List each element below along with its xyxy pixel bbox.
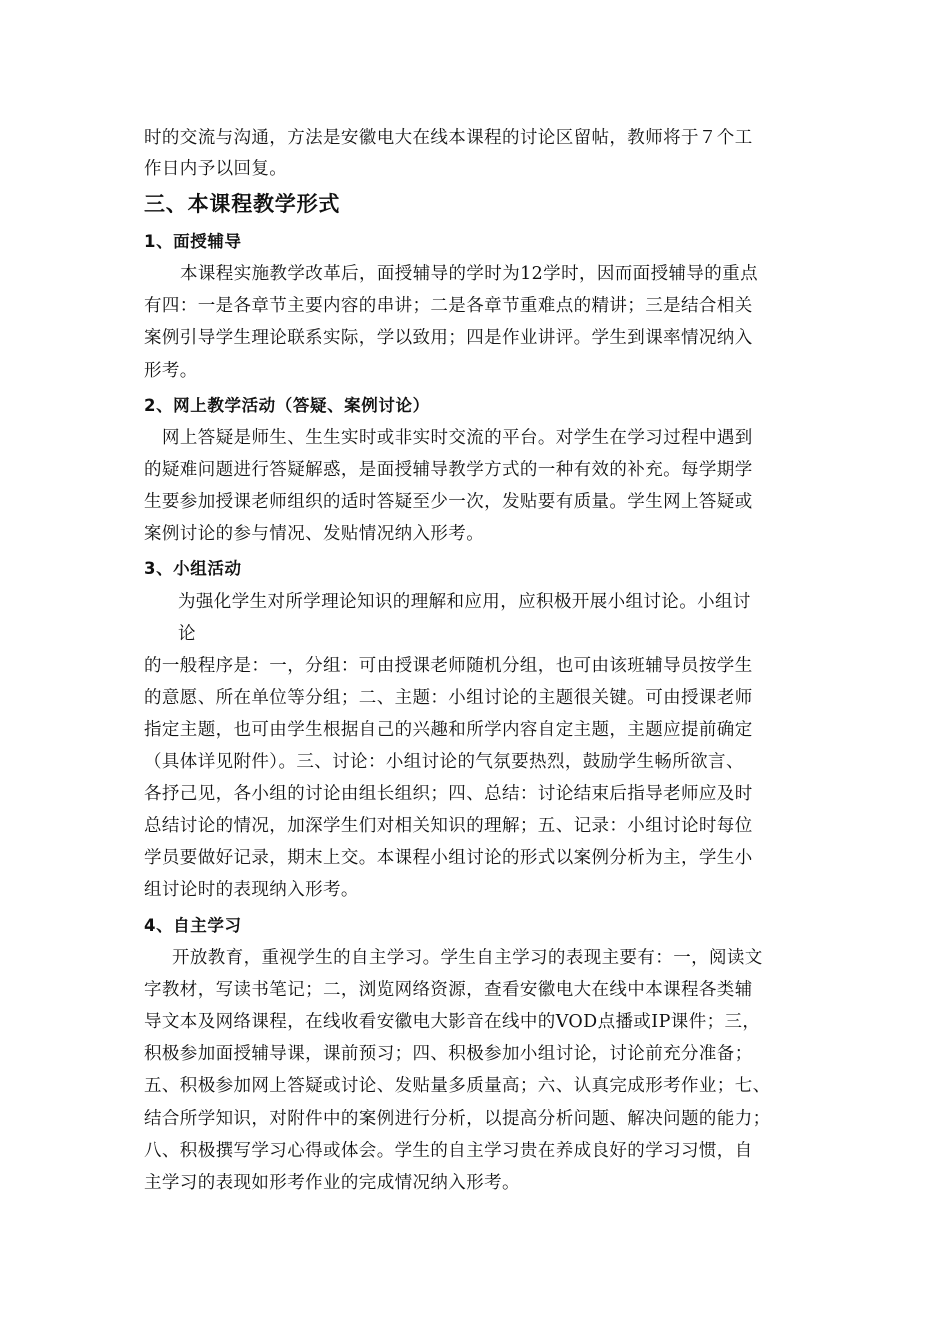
subsection-3-line-3: 的一般程序是：一，分组：可由授课老师随机分组，也可由该班辅导员按学生 bbox=[144, 656, 753, 676]
subsection-2-line-3: 生要参加授课老师组织的适时答疑至少一次，发贴要有质量。学生网上答疑或 bbox=[144, 492, 753, 512]
subsection-3-line-2: 论 bbox=[178, 624, 196, 644]
intro-line-1: 时的交流与沟通，方法是安徽电大在线本课程的讨论区留帖，教师将于７个工 bbox=[144, 128, 753, 148]
subsection-3-line-4: 的意愿、所在单位等分组；二、主题：小组讨论的主题很关键。可由授课老师 bbox=[144, 688, 753, 708]
subsection-2-line-4: 案例讨论的参与情况、发贴情况纳入形考。 bbox=[144, 524, 485, 544]
subsection-4-line-2: 字教材，写读书笔记；二，浏览网络资源，查看安徽电大在线中本课程各类辅 bbox=[144, 980, 753, 1000]
subsection-1-line-1: 本课程实施教学改革后，面授辅导的学时为12学时，因而面授辅导的重点 bbox=[180, 264, 758, 284]
subsection-3-line-5: 指定主题，也可由学生根据自己的兴趣和所学内容自定主题，主题应提前确定 bbox=[144, 720, 753, 740]
subsection-4-line-4: 积极参加面授辅导课，课前预习；四、积极参加小组讨论，讨论前充分准备； bbox=[144, 1044, 753, 1064]
subsection-1-line-3: 案例引导学生理论联系实际，学以致用；四是作业讲评。学生到课率情况纳入 bbox=[144, 328, 753, 348]
subsection-3-line-7: 各抒己见，各小组的讨论由组长组织；四、总结：讨论结束后指导老师应及时 bbox=[144, 784, 753, 804]
subsection-4-line-7: 八、积极撰写学习心得或体会。学生的自主学习贵在养成良好的学习习惯，自 bbox=[144, 1141, 753, 1161]
subsection-3-line-8: 总结讨论的情况，加深学生们对相关知识的理解；五、记录：小组讨论时每位 bbox=[144, 816, 753, 836]
subsection-3-line-9: 学员要做好记录，期末上交。本课程小组讨论的形式以案例分析为主，学生小 bbox=[144, 848, 753, 868]
subsection-4-line-6: 结合所学知识，对附件中的案例进行分析，以提高分析问题、解决问题的能力； bbox=[144, 1109, 771, 1129]
subsection-3-line-10: 组讨论时的表现纳入形考。 bbox=[144, 880, 359, 900]
subsection-3-title: 3、小组活动 bbox=[144, 559, 242, 578]
subsection-2-line-1: 网上答疑是师生、生生实时或非实时交流的平台。对学生在学习过程中遇到 bbox=[162, 428, 753, 448]
subsection-3-line-1: 为强化学生对所学理论知识的理解和应用，应积极开展小组讨论。小组讨 bbox=[178, 592, 751, 612]
subsection-4-line-1: 开放教育，重视学生的自主学习。学生自主学习的表现主要有：一，阅读文 bbox=[172, 948, 763, 968]
subsection-2-title: 2、网上教学活动（答疑、案例讨论） bbox=[144, 396, 430, 415]
subsection-4-line-8: 主学习的表现如形考作业的完成情况纳入形考。 bbox=[144, 1173, 520, 1193]
subsection-1-title: 1、面授辅导 bbox=[144, 232, 242, 251]
subsection-2-line-2: 的疑难问题进行答疑解惑，是面授辅导教学方式的一种有效的补充。每学期学 bbox=[144, 460, 753, 480]
subsection-3-line-6: （具体详见附件）。三、讨论：小组讨论的气氛要热烈，鼓励学生畅所欲言、 bbox=[144, 752, 744, 772]
subsection-4-line-5: 五、积极参加网上答疑或讨论、发贴量多质量高；六、认真完成形考作业；七、 bbox=[144, 1076, 771, 1096]
subsection-1-line-2: 有四：一是各章节主要内容的串讲；二是各章节重难点的精讲；三是结合相关 bbox=[144, 296, 753, 316]
intro-line-2: 作日内予以回复。 bbox=[144, 159, 288, 179]
subsection-1-line-4: 形考。 bbox=[144, 361, 198, 381]
subsection-4-line-3: 导文本及网络课程，在线收看安徽电大影音在线中的VOD点播或IP课件；三， bbox=[144, 1012, 761, 1032]
section-title: 三、本课程教学形式 bbox=[144, 192, 341, 216]
subsection-4-title: 4、自主学习 bbox=[144, 916, 242, 935]
